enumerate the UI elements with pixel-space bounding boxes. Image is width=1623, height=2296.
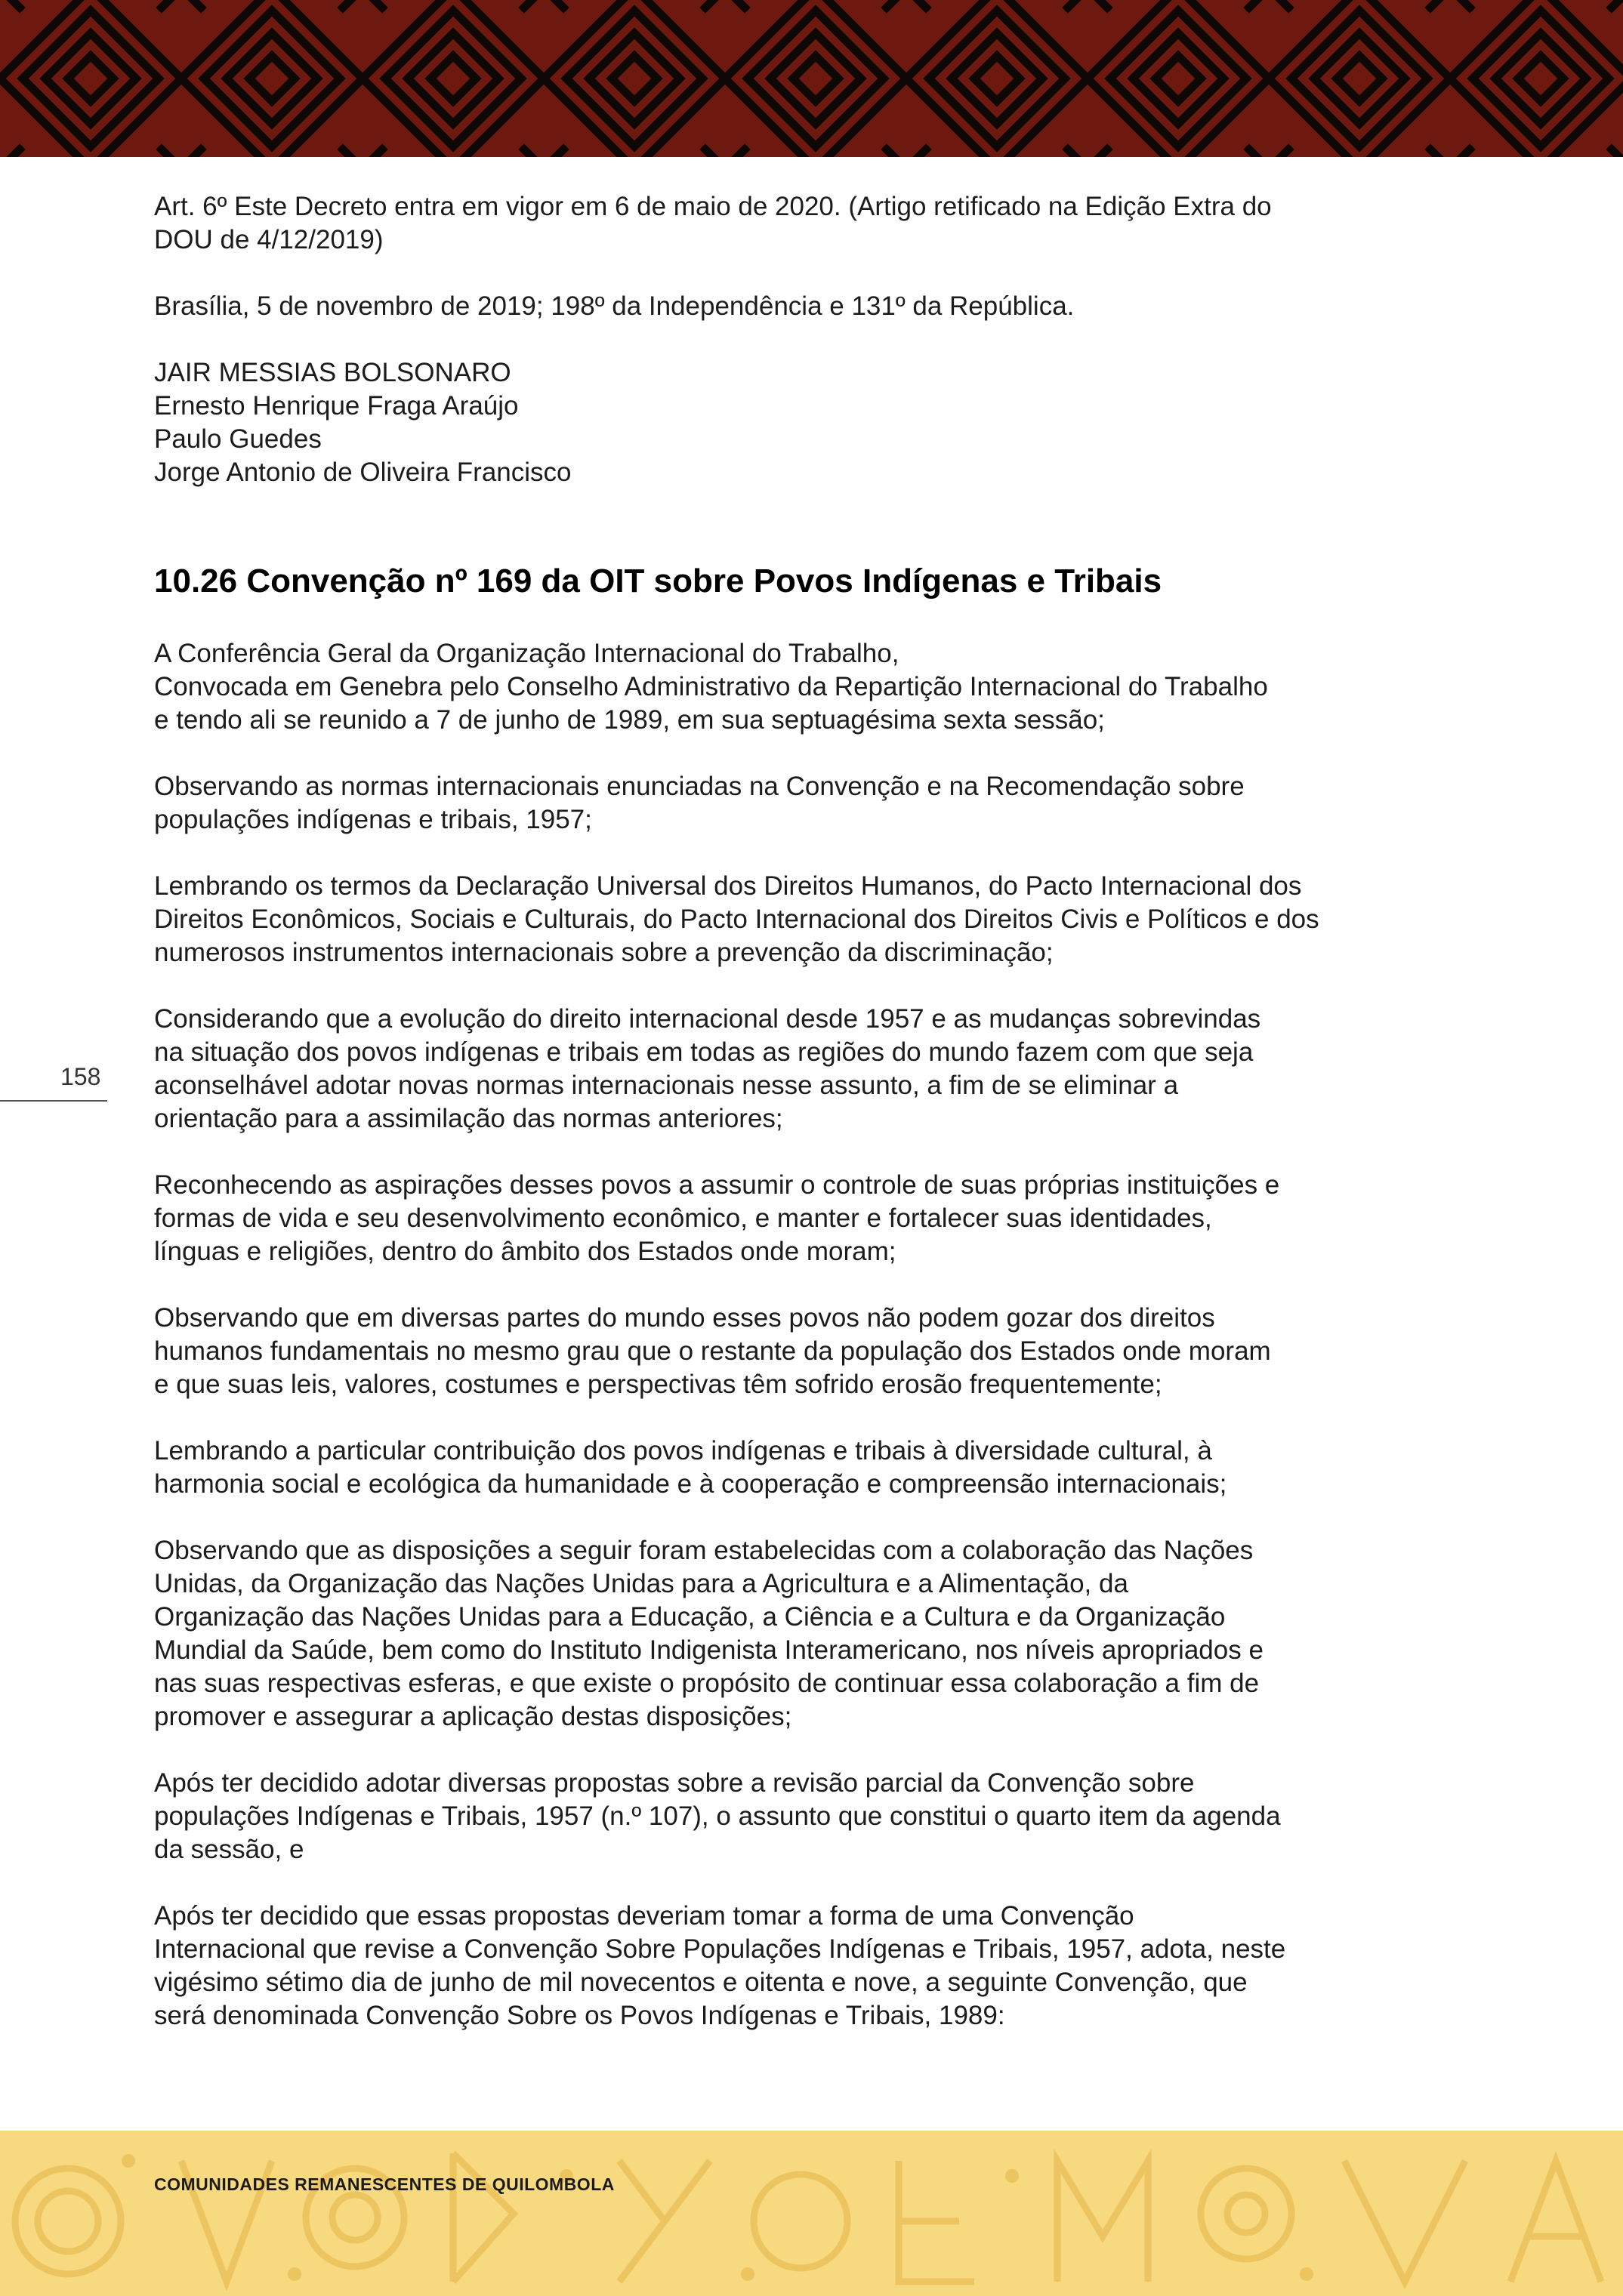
text-line: Lembrando a particular contribuição dos povos indígenas e tribais à diversidade cultural, à bbox=[154, 1436, 1212, 1465]
text-line: Brasília, 5 de novembro de 2019; 198º da Independência e 131º da República. bbox=[154, 291, 1075, 321]
decorative-footer-band bbox=[0, 2131, 1623, 2296]
signatories-block bbox=[154, 356, 1430, 489]
text-line: populações Indígenas e Tribais, 1957 (n.º 107), o assunto que constitui o quarto item da agenda bbox=[154, 1801, 1281, 1831]
text-line: humanos fundamentais no mesmo grau que o restante da população dos Estados onde moram bbox=[154, 1336, 1271, 1366]
text-line: formas de vida e seu desenvolvimento econômico, e manter e fortalecer suas identidades, bbox=[154, 1203, 1212, 1233]
page-number-rule bbox=[0, 1100, 107, 1102]
text-line: Unidas, da Organização das Nações Unidas para a Agricultura e a Alimentação, da bbox=[154, 1569, 1128, 1598]
signatory: Ernesto Henrique Fraga Araújo bbox=[154, 391, 519, 421]
text-line: Considerando que a evolução do direito internacional desde 1957 e as mudanças sobrevindas bbox=[154, 1004, 1261, 1034]
text-line: Internacional que revise a Convenção Sobre Populações Indígenas e Tribais, 1957, adota, neste bbox=[154, 1934, 1286, 1964]
text-line: Art. 6º Este Decreto entra em vigor em 6 de maio de 2020. (Artigo retificado na Edição Extra do bbox=[154, 192, 1272, 221]
decree-article-6 bbox=[154, 190, 1430, 257]
text-line: Observando que as disposições a seguir foram estabelecidas com a colaboração das Nações bbox=[154, 1536, 1254, 1565]
signatory: Paulo Guedes bbox=[154, 424, 322, 454]
text-line: harmonia social e ecológica da humanidade e à cooperação e compreensão internacionais; bbox=[154, 1469, 1227, 1499]
text-line: Convocada em Genebra pelo Conselho Administrativo da Repartição Internacional do Trabalho bbox=[154, 672, 1268, 701]
decorative-header-banner bbox=[0, 0, 1623, 157]
text-line: Após ter decidido adotar diversas propostas sobre a revisão parcial da Convenção sobre bbox=[154, 1768, 1195, 1798]
text-line: aconselhável adotar novas normas internacionais nesse assunto, a fim de se eliminar a bbox=[154, 1071, 1179, 1100]
text-line: nas suas respectivas esferas, e que existe o propósito de continuar essa colaboração a fim de bbox=[154, 1669, 1260, 1698]
text-line: Organização das Nações Unidas para a Educação, a Ciência e a Cultura e da Organização bbox=[154, 1602, 1226, 1632]
page-number: 158 bbox=[60, 1063, 101, 1090]
section-heading: 10.26 Convenção nº 169 da OIT sobre Povos Indígenas e Tribais bbox=[154, 562, 1162, 599]
preamble-paragraph bbox=[154, 1169, 1430, 1268]
text-line: orientação para a assimilação das normas anteriores; bbox=[154, 1104, 783, 1133]
page-content bbox=[154, 190, 1430, 2066]
text-line: numerosos instrumentos internacionais sobre a prevenção da discriminação; bbox=[154, 938, 1054, 967]
preamble-paragraph bbox=[154, 1003, 1430, 1136]
text-line: Direitos Econômicos, Sociais e Culturais, do Pacto Internacional dos Direitos Civis e Políticos e dos bbox=[154, 905, 1319, 934]
preamble-paragraph bbox=[154, 770, 1430, 837]
signatory: JAIR MESSIAS BOLSONARO bbox=[154, 358, 511, 387]
signatory: Jorge Antonio de Oliveira Francisco bbox=[154, 458, 572, 487]
preamble-paragraph bbox=[154, 1767, 1430, 1866]
text-line: da sessão, e bbox=[154, 1835, 304, 1864]
text-line: na situação dos povos indígenas e tribais em todas as regiões do mundo fazem com que seja bbox=[154, 1037, 1254, 1067]
text-line: Após ter decidido que essas propostas deveriam tomar a forma de uma Convenção bbox=[154, 1901, 1134, 1931]
preamble-paragraph bbox=[154, 1302, 1430, 1401]
text-line: Lembrando os termos da Declaração Universal dos Direitos Humanos, do Pacto Internacional dos bbox=[154, 871, 1302, 901]
preamble-paragraph bbox=[154, 1435, 1430, 1501]
text-line: A Conferência Geral da Organização Internacional do Trabalho, bbox=[154, 639, 899, 668]
letter-pattern-icon bbox=[0, 2131, 1623, 2296]
text-line: promover e assegurar a aplicação destas disposições; bbox=[154, 1702, 792, 1731]
decree-date-line bbox=[154, 290, 1430, 323]
text-line: línguas e religiões, dentro do âmbito dos Estados onde moram; bbox=[154, 1237, 896, 1266]
text-line: e tendo ali se reunido a 7 de junho de 1989, em sua septuagésima sexta sessão; bbox=[154, 705, 1105, 735]
geometric-pattern-icon bbox=[0, 0, 1623, 157]
text-line: Observando que em diversas partes do mundo esses povos não podem gozar dos direitos bbox=[154, 1303, 1215, 1333]
text-line: Mundial da Saúde, bem como do Instituto Indigenista Interamericano, nos níveis apropriados e bbox=[154, 1635, 1264, 1665]
text-line: populações indígenas e tribais, 1957; bbox=[154, 805, 592, 834]
preamble-paragraph bbox=[154, 870, 1430, 969]
preamble-paragraph bbox=[154, 1534, 1430, 1734]
text-line: Observando as normas internacionais enunciadas na Convenção e na Recomendação sobre bbox=[154, 772, 1245, 801]
preamble-paragraph bbox=[154, 1900, 1430, 2032]
footer-publication-title: COMUNIDADES REMANESCENTES DE QUILOMBOLA bbox=[154, 2174, 615, 2194]
text-line: e que suas leis, valores, costumes e perspectivas têm sofrido erosão frequentemente; bbox=[154, 1370, 1162, 1399]
text-line: DOU de 4/12/2019) bbox=[154, 225, 384, 254]
text-line: será denominada Convenção Sobre os Povos Indígenas e Tribais, 1989: bbox=[154, 2001, 1005, 2030]
text-line: vigésimo sétimo dia de junho de mil novecentos e oitenta e nove, a seguinte Convenção, que bbox=[154, 1968, 1248, 1997]
text-line: Reconhecendo as aspirações desses povos a assumir o controle de suas próprias instituições e bbox=[154, 1170, 1280, 1200]
preamble-paragraph bbox=[154, 637, 1430, 737]
convention-preamble bbox=[154, 637, 1430, 2032]
